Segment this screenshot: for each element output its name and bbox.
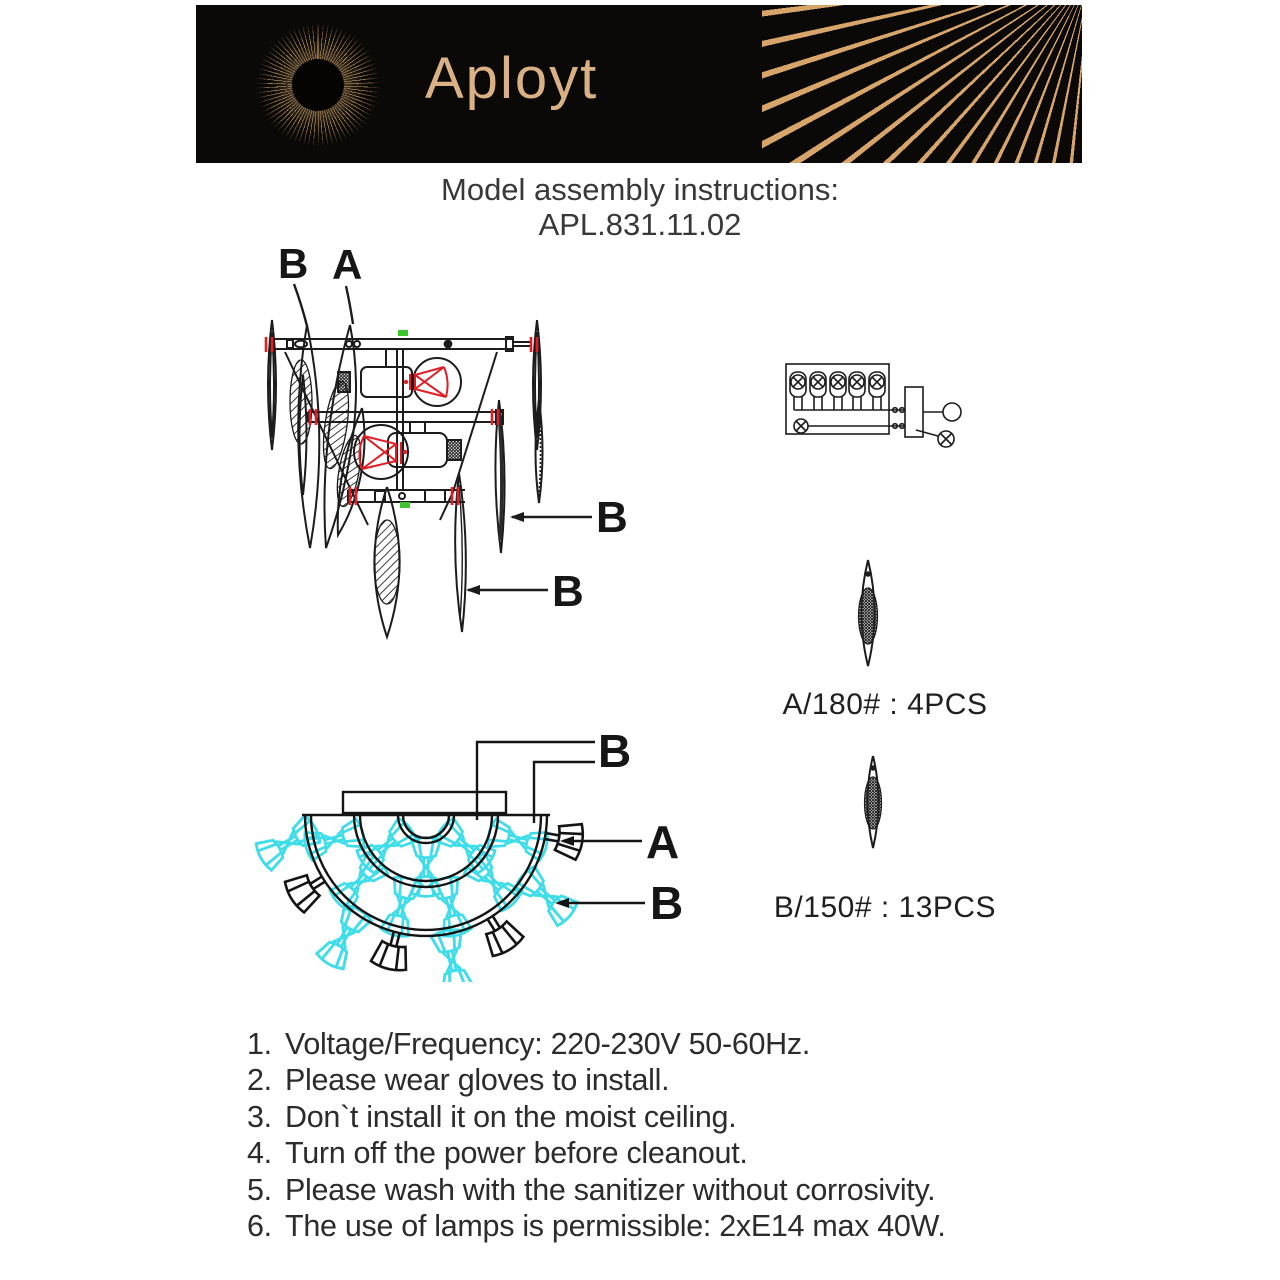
arrow-icon xyxy=(510,512,524,522)
page-title: Model assembly instructions: xyxy=(441,172,839,207)
part-a-caption: A/180# : 4PCS xyxy=(782,688,988,721)
instruction-item xyxy=(247,1099,1097,1135)
instruction-text: Please wash with the sanitizer without corrosivity. xyxy=(285,1172,936,1207)
model-number: APL.831.11.02 xyxy=(538,207,742,242)
green-mark xyxy=(400,502,410,508)
instruction-item xyxy=(247,1135,1097,1171)
instruction-item xyxy=(247,1172,1097,1208)
instruction-item xyxy=(247,1208,1097,1244)
bottom-view-label-a: A xyxy=(646,816,680,868)
instruction-item xyxy=(247,1026,1097,1062)
instruction-item xyxy=(247,1062,1097,1098)
instruction-text: Turn off the power before cleanout. xyxy=(285,1136,748,1171)
instruction-text: Don`t install it on the moist ceiling. xyxy=(285,1099,737,1134)
bottom-view-label-b-top: B xyxy=(598,725,632,777)
part-a-drawing xyxy=(848,556,888,670)
instruction-number: 5. xyxy=(247,1172,272,1207)
side-view-label-a-top: A xyxy=(332,241,363,288)
side-view-label-b-mid: B xyxy=(596,493,628,542)
dome-body xyxy=(302,792,550,936)
sunburst-core xyxy=(292,59,344,111)
brand-banner xyxy=(196,5,1082,163)
instruction-number: 2. xyxy=(247,1063,272,1098)
instruction-number: 3. xyxy=(247,1099,272,1134)
instruction-number: 1. xyxy=(247,1027,272,1061)
corner-rays-decoration xyxy=(762,5,1082,163)
instruction-text: The use of lamps is permissible: 2xE14 max 40W. xyxy=(285,1209,946,1244)
instruction-text: Voltage/Frequency: 220-230V 50-60Hz. xyxy=(285,1027,810,1061)
arrow-icon xyxy=(466,585,480,595)
part-b-drawing xyxy=(855,752,891,852)
green-mark xyxy=(398,330,408,336)
bottom-view-diagram xyxy=(250,720,690,982)
bulb-symbol xyxy=(404,367,448,397)
instruction-number: 4. xyxy=(247,1136,272,1171)
side-view-label-b-top: B xyxy=(278,240,309,287)
instruction-text: Please wear gloves to install. xyxy=(285,1063,670,1098)
bulb-symbol xyxy=(359,436,407,469)
title-block xyxy=(0,172,1280,242)
side-view-diagram xyxy=(250,240,680,670)
wiring-diagram xyxy=(775,350,975,460)
bottom-view-label-b: B xyxy=(650,877,684,929)
side-view-label-b-bottom: B xyxy=(552,567,584,616)
instruction-number: 6. xyxy=(247,1209,272,1244)
brand-name: Aployt xyxy=(425,46,599,111)
part-b-caption: B/150# : 13PCS xyxy=(773,891,997,924)
instructions-list xyxy=(247,1026,1097,1244)
